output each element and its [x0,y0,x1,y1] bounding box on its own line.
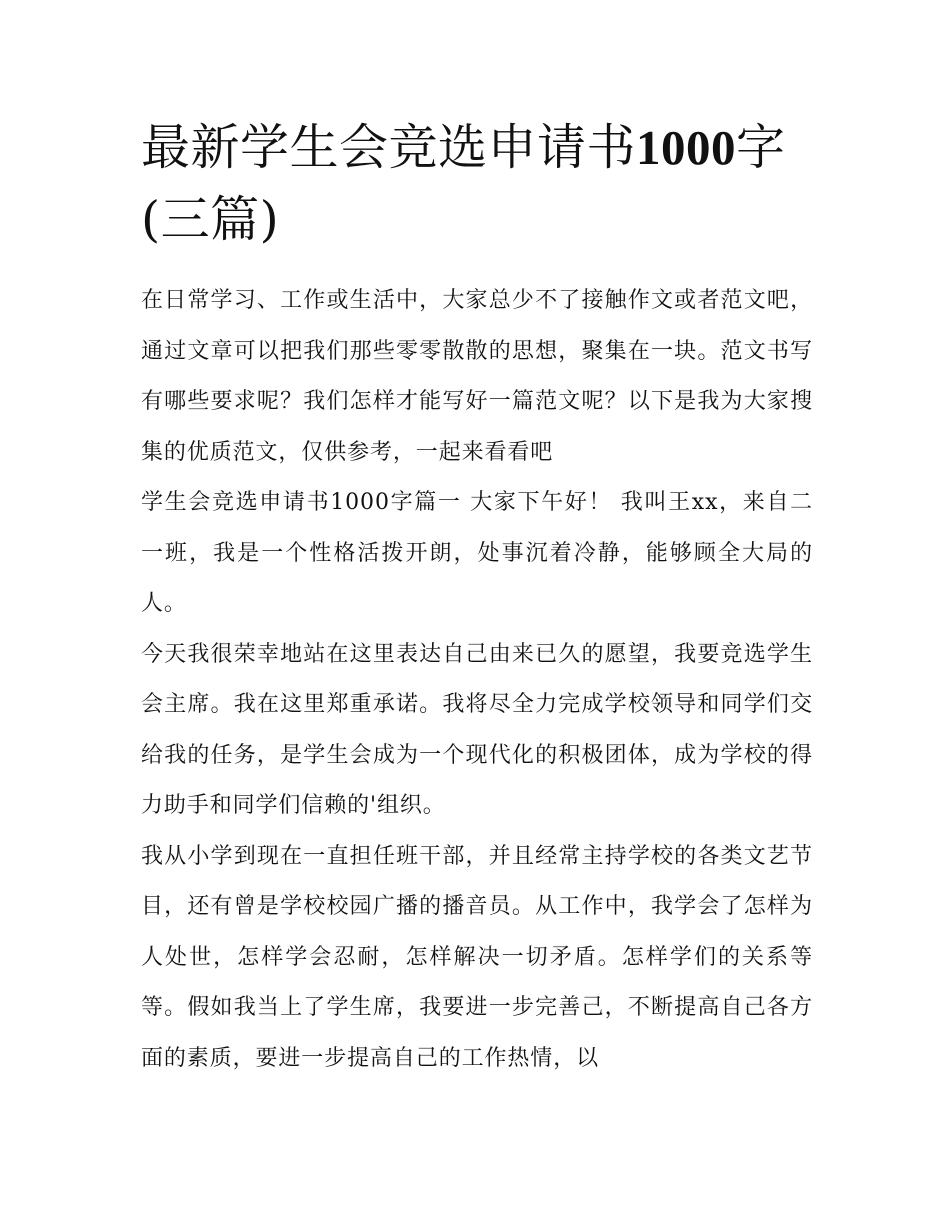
document-body [141,276,813,1084]
paragraph-goal: 今天我很荣幸地站在这里表达自己由来已久的愿望，我要竞选学生会主席。我在这里郑重承诺。我将尽全力完成学校领导和同学们交给我的任务，是学生会成为一个现代化的积极团体，成为学校的得力助手和同学们信赖的'组织。 [141,641,813,818]
paragraph-experience: 我从小学到现在一直担任班干部，并且经常主持学校的各类文艺节目，还有曾是学校校园广播的播音员。从工作中，我学会了怎样为人处世，怎样学会忍耐，怎样解决一切矛盾。怎样学们的关系等等。假如我当上了学生席，我要进一步完善己，不断提高自己各方面的素质，要进一步提高自己的工作热情，以 [141,843,813,1071]
paragraph-greeting: 学生会竞选申请书1000字篇一 大家下午好！ 我叫王xx，来自二一班，我是一个性格活拨开朗，处事沉着冷静，能够顾全大局的人。 [141,490,813,616]
paragraph-intro: 在日常学习、工作或生活中，大家总少不了接触作文或者范文吧，通过文章可以把我们那些零零散散的思想，聚集在一块。范文书写有哪些要求呢？我们怎样才能写好一篇范文呢？以下是我为大家搜集的优质范文，仅供参考，一起来看看吧 [141,288,813,465]
title-number: 1000 [636,120,737,175]
document-title: 最新学生会竞选申请书1000字(三篇) [141,119,786,248]
